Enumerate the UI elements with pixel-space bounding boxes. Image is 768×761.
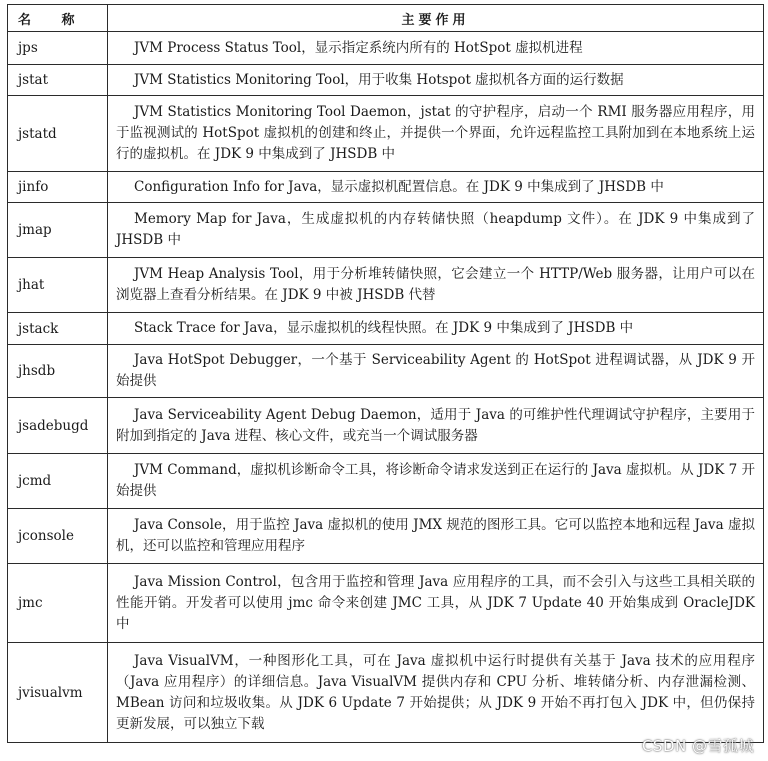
tool-name: jcmd [8, 454, 108, 509]
tool-name: jmc [8, 564, 108, 643]
tool-description: Configuration Info for Java，显示虚拟机配置信息。在 JDK 9 中集成到了 JHSDB 中 [108, 172, 764, 203]
header-name: 名 称 [8, 5, 108, 32]
tool-description: Java Mission Control，包含用于监控和管理 Java 应用程序的工具，而不会引入与这些工具相关联的性能开销。开发者可以使用 jmc 命令来创建 JMC 工具，从 JDK 7 Update 40 开始集成到 OracleJDK 中 [108, 564, 764, 643]
table-row [8, 454, 764, 509]
tool-name: jmap [8, 203, 108, 258]
tool-description: JVM Statistics Monitoring Tool Daemon，jstat 的守护程序，启动一个 RMI 服务器应用程序，用于监视测试的 HotSpot 虚拟机的创建和终止，并提供一个界面，允许远程监控工具附加到在本地系统上运行的虚拟机。在 JDK 9 中集成到了 JHSDB 中 [108, 96, 764, 172]
tool-description: Stack Trace for Java，显示虚拟机的线程快照。在 JDK 9 中集成到了 JHSDB 中 [108, 313, 764, 345]
table-row [8, 313, 764, 345]
table-header-row [8, 5, 764, 32]
tool-description: Java VisualVM，一种图形化工具，可在 Java 虚拟机中运行时提供有关基于 Java 技术的应用程序（Java 应用程序）的详细信息。Java VisualVM 提供内存和 CPU 分析、堆转储分析、内存泄漏检测、MBean 访问和垃圾收集。从 JDK 6 Update 7 开始提供；从 JDK 9 开始不再打包入 JDK 中，但仍保持更新发展，可以独立下载 [108, 643, 764, 743]
table-row [8, 398, 764, 454]
tool-name: jstat [8, 65, 108, 96]
tool-description: Java Console，用于监控 Java 虚拟机的使用 JMX 规范的图形工具。它可以监控本地和远程 Java 虚拟机，还可以监控和管理应用程序 [108, 509, 764, 564]
table-row [8, 96, 764, 172]
table-row [8, 509, 764, 564]
csdn-watermark: CSDN @雪孤城 [641, 737, 754, 755]
tool-name: jps [8, 32, 108, 65]
tool-name: jhat [8, 258, 108, 313]
document-page [7, 4, 764, 760]
table-row [8, 258, 764, 313]
header-description: 主要作用 [108, 5, 764, 32]
table-row [8, 345, 764, 398]
tool-description: Java HotSpot Debugger，一个基于 Serviceability Agent 的 HotSpot 进程调试器，从 JDK 9 开始提供 [108, 345, 764, 398]
table-row [8, 203, 764, 258]
tool-name: jstatd [8, 96, 108, 172]
table-row [8, 65, 764, 96]
tool-name: jstack [8, 313, 108, 345]
tool-description: JVM Process Status Tool，显示指定系统内所有的 HotSpot 虚拟机进程 [108, 32, 764, 65]
tool-description: JVM Heap Analysis Tool，用于分析堆转储快照，它会建立一个 HTTP/Web 服务器，让用户可以在浏览器上查看分析结果。在 JDK 9 中被 JHSDB 代替 [108, 258, 764, 313]
tool-description: Memory Map for Java，生成虚拟机的内存转储快照（heapdump 文件）。在 JDK 9 中集成到了 JHSDB 中 [108, 203, 764, 258]
table-row [8, 32, 764, 65]
tool-description: Java Serviceability Agent Debug Daemon，适用于 Java 的可维护性代理调试守护程序，主要用于附加到指定的 Java 进程、核心文件，或充当一个调试服务器 [108, 398, 764, 454]
table-row [8, 643, 764, 743]
jdk-tools-table [7, 4, 764, 743]
table-row [8, 564, 764, 643]
tool-name: jinfo [8, 172, 108, 203]
tool-name: jsadebugd [8, 398, 108, 454]
tool-description: JVM Command，虚拟机诊断命令工具，将诊断命令请求发送到正在运行的 Java 虚拟机。从 JDK 7 开始提供 [108, 454, 764, 509]
tool-name: jconsole [8, 509, 108, 564]
tool-name: jvisualvm [8, 643, 108, 743]
tool-description: JVM Statistics Monitoring Tool，用于收集 Hotspot 虚拟机各方面的运行数据 [108, 65, 764, 96]
table-row [8, 172, 764, 203]
tool-name: jhsdb [8, 345, 108, 398]
